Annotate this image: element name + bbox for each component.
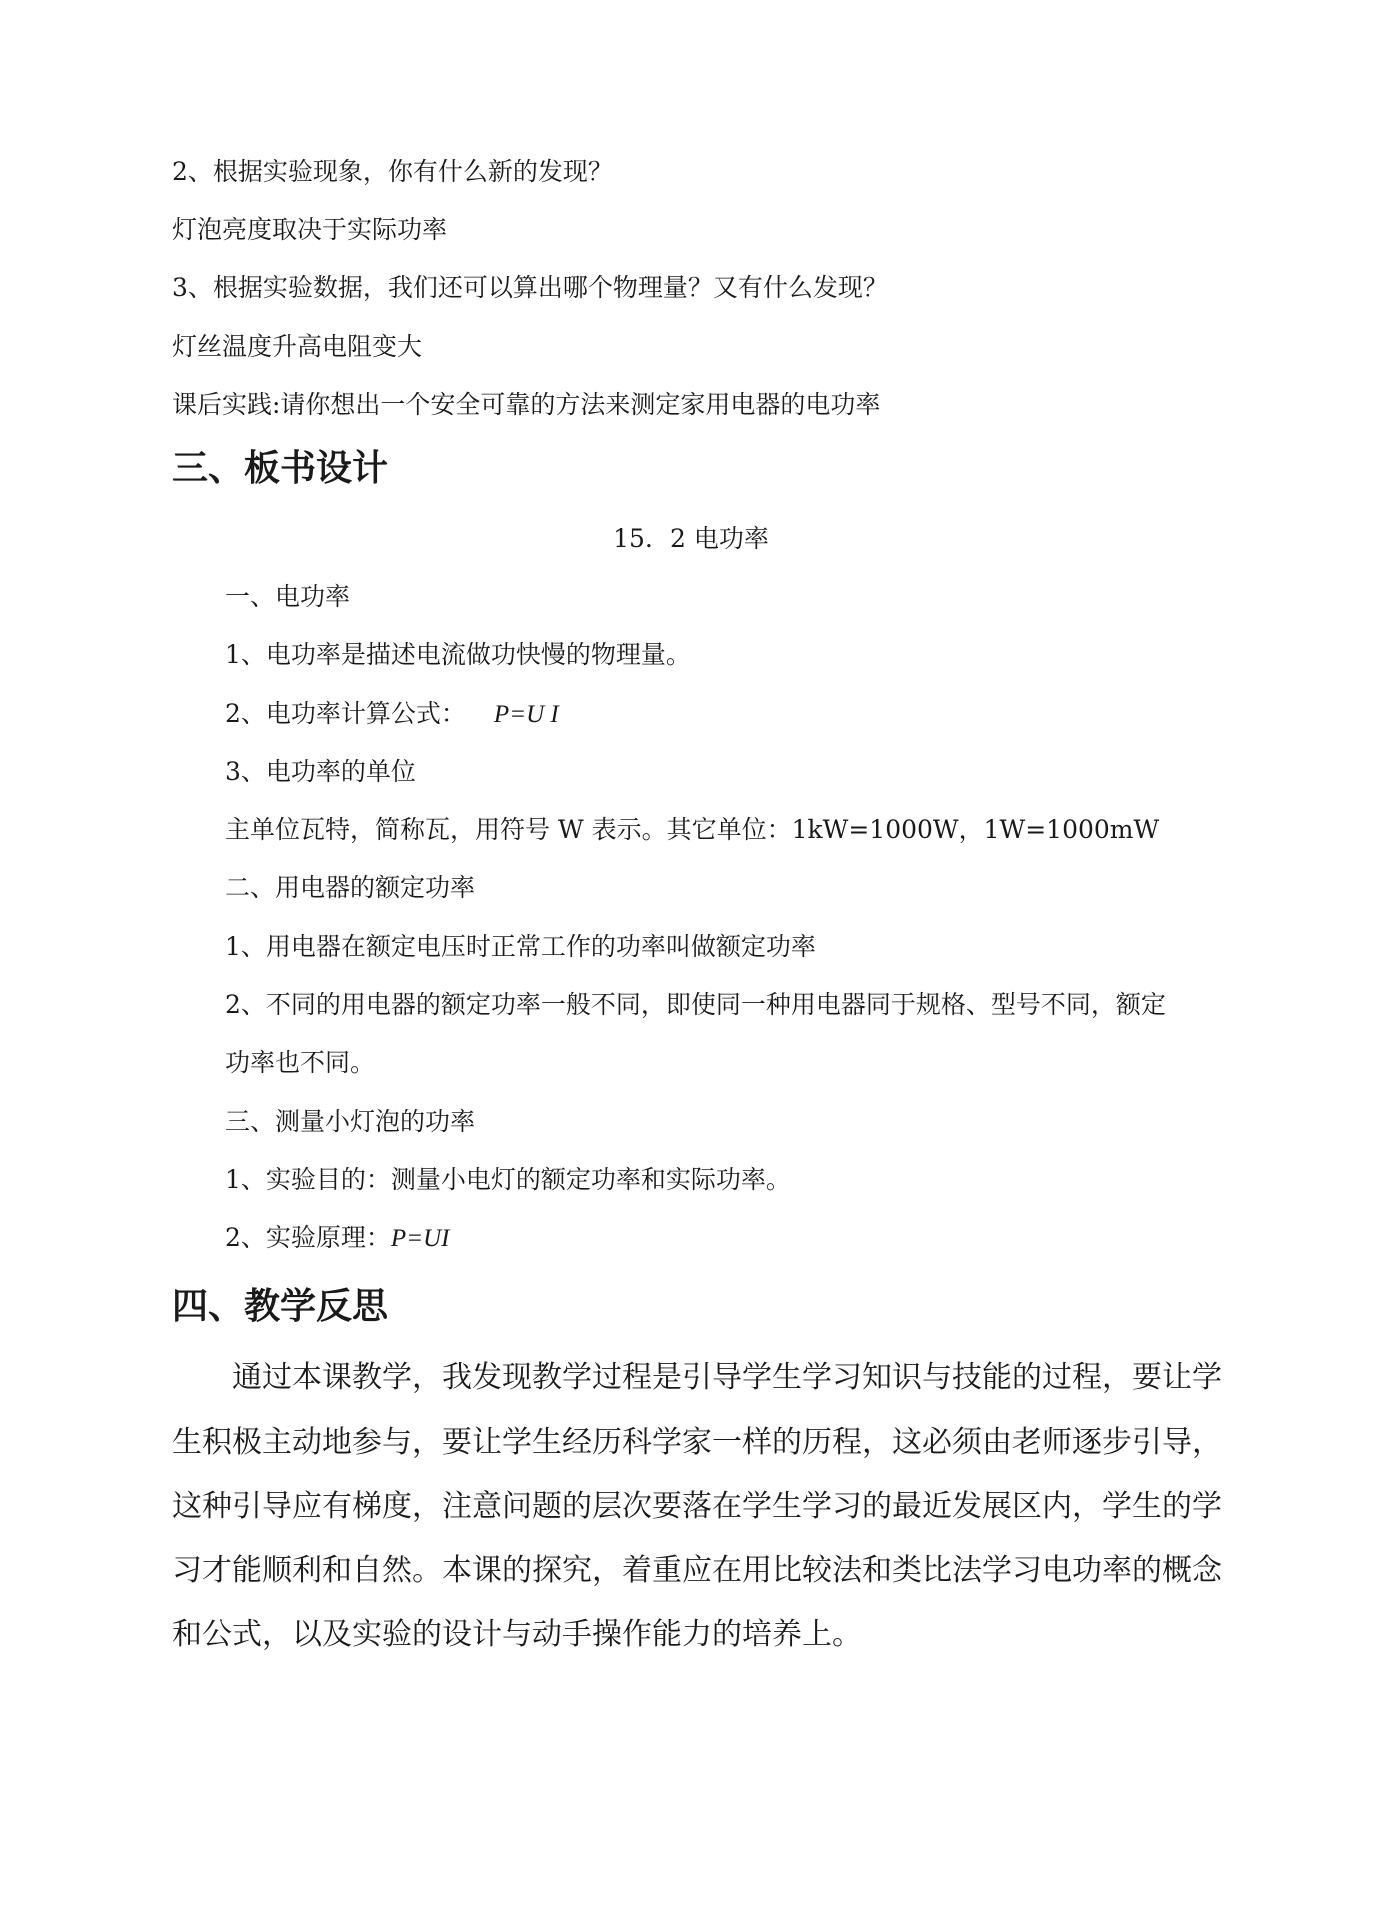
- part2-title: 二、用电器的额定功率: [225, 873, 476, 902]
- question-2: 2、根据实验现象，你有什么新的发现？: [172, 157, 613, 186]
- after-class-practice: 课后实践:请你想出一个安全可靠的方法来测定家用电器的电功率: [172, 390, 881, 419]
- board-title: 15．2 电功率: [613, 524, 769, 553]
- part2-item2-line2: 功率也不同。: [225, 1048, 376, 1077]
- part1-item2: [225, 699, 559, 730]
- reflection-line: 和公式，以及实验的设计与动手操作能力的培养上。: [172, 1617, 862, 1652]
- section-heading-board-design: 三、板书设计: [172, 448, 389, 489]
- part3-title: 三、测量小灯泡的功率: [225, 1107, 476, 1136]
- unit-detail: 主单位瓦特，简称瓦，用符号 W 表示。其它单位：1kW=1000W，1W=1000mW: [225, 815, 1160, 844]
- part2-item1: 1、用电器在额定电压时正常工作的功率叫做额定功率: [225, 932, 816, 961]
- reflection-line: 通过本课教学，我发现教学过程是引导学生学习知识与技能的过程，要让学: [232, 1360, 1222, 1395]
- principle-label: 2、实验原理：: [225, 1223, 391, 1252]
- formula-label: 2、电功率计算公式：: [225, 699, 466, 728]
- part2-item2-line1: 2、不同的用电器的额定功率一般不同，即使同一种用电器同于规格、型号不同，额定: [225, 990, 1166, 1019]
- part1-item1: 1、电功率是描述电流做功快慢的物理量。: [225, 640, 691, 669]
- principle-formula: P=UI: [390, 1225, 450, 1252]
- part3-item2: [225, 1223, 449, 1254]
- part1-item3: 3、电功率的单位: [225, 757, 416, 786]
- section-heading-reflection: 四、教学反思: [172, 1286, 389, 1327]
- answer-3: 灯丝温度升高电阻变大: [172, 332, 423, 361]
- part1-title: 一、电功率: [225, 582, 351, 611]
- part3-item1: 1、实验目的：测量小电灯的额定功率和实际功率。: [225, 1165, 791, 1194]
- reflection-line: 习才能顺利和自然。本课的探究，着重应在用比较法和类比法学习电功率的概念: [172, 1553, 1222, 1588]
- answer-2: 灯泡亮度取决于实际功率: [172, 215, 448, 244]
- reflection-line: 生积极主动地参与，要让学生经历科学家一样的历程，这必须由老师逐步引导，: [172, 1425, 1222, 1460]
- reflection-line: 这种引导应有梯度，注意问题的层次要落在学生学习的最近发展区内，学生的学: [172, 1489, 1222, 1524]
- question-3: 3、根据实验数据，我们还可以算出哪个物理量？又有什么发现？: [172, 273, 888, 302]
- power-formula: P=U I: [493, 701, 559, 728]
